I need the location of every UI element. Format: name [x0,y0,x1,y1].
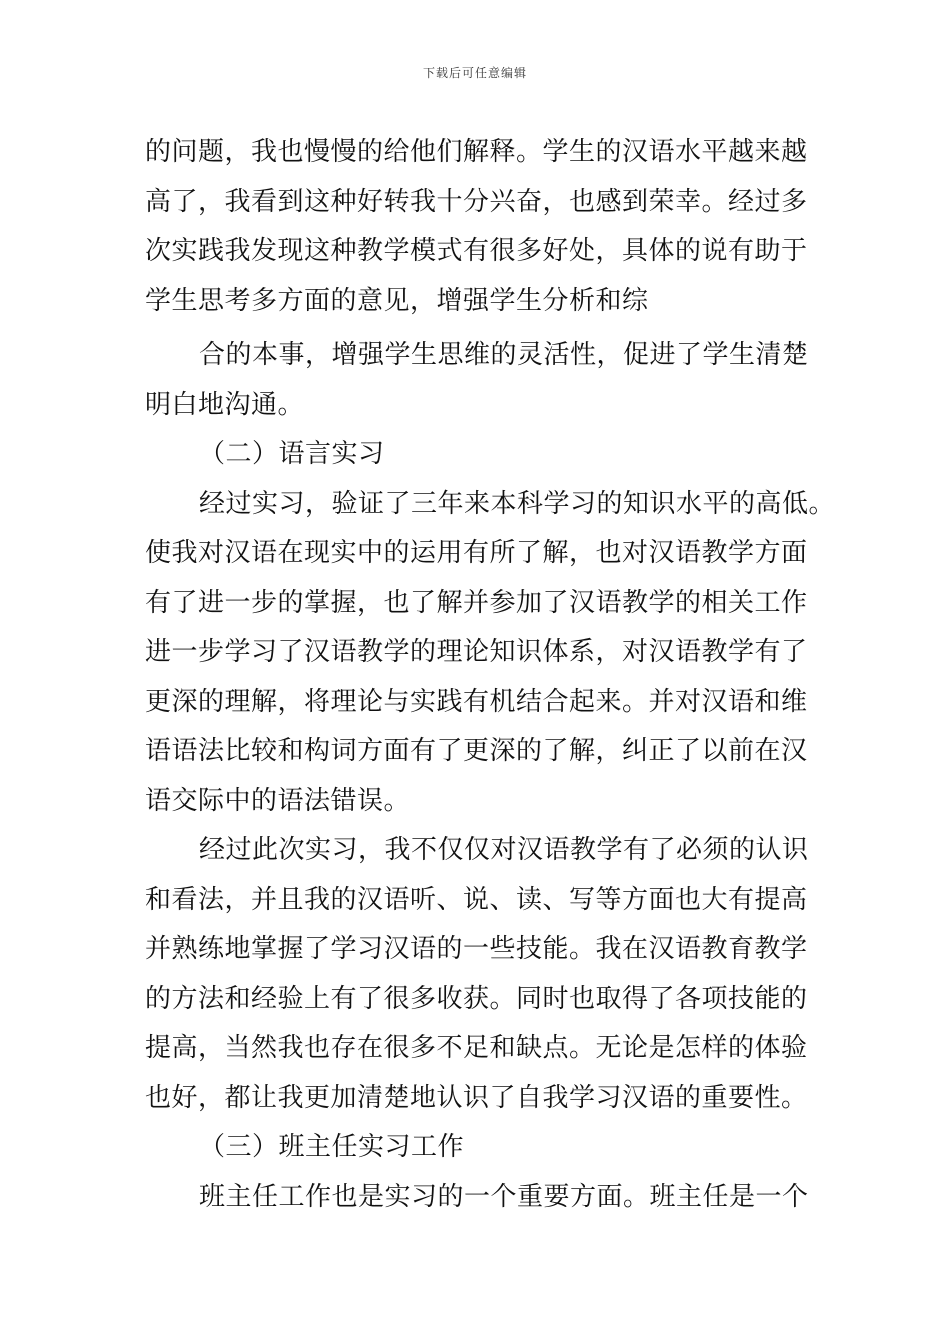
text-line: 学生思考多方面的意见，增强学生分析和综 [145,285,649,316]
text-line: 高了，我看到这种好转我十分兴奋，也感到荣幸。经过多 [145,186,808,217]
text-line: 有了进一步的掌握，也了解并参加了汉语教学的相关工作 [145,587,808,618]
text-line: 并熟练地掌握了学习汉语的一些技能。我在汉语教育教学 [145,934,808,964]
text-line: 语交际中的语法错误。 [145,785,411,816]
text-line: 也好，都让我更加清楚地认识了自我学习汉语的重要性。 [145,1082,808,1113]
text-line: 经过此次实习，我不仅仅对汉语教学有了必须的认识 [199,835,809,865]
text-line: 的方法和经验上有了很多收获。同时也取得了各项技能的 [145,983,808,1014]
text-line: 语语法比较和构词方面有了更深的了解，纠正了以前在汉 [145,736,808,766]
text-line: 班主任工作也是实习的一个重要方面。班主任是一个 [199,1181,809,1212]
text-line: 的问题，我也慢慢的给他们解释。学生的汉语水平越来越 [145,137,808,167]
text-line: 进一步学习了汉语教学的理论知识体系，对汉语教学有了 [145,637,808,667]
text-line: 合的本事，增强学生思维的灵活性，促进了学生清楚 [199,340,809,370]
text-line: 更深的理解，将理论与实践有机结合起来。并对汉语和维 [145,686,808,717]
document-body [145,128,836,1222]
text-line: 提高，当然我也存在很多不足和缺点。无论是怎样的体验 [145,1033,808,1063]
text-line: （二）语言实习 [199,439,385,469]
text-line: （三）班主任实习工作 [199,1132,465,1162]
text-line: 使我对汉语在现实中的运用有所了解，也对汉语教学方面 [145,538,808,568]
page-header: 下载后可任意编辑 [422,66,527,80]
text-line: 经过实习，验证了三年来本科学习的知识水平的高低。 [199,488,836,519]
text-line: 明白地沟通。 [145,389,305,420]
text-line: 和看法，并且我的汉语听、说、读、写等方面也大有提高 [145,884,808,915]
text-line: 次实践我发现这种教学模式有很多好处，具体的说有助于 [145,236,808,266]
